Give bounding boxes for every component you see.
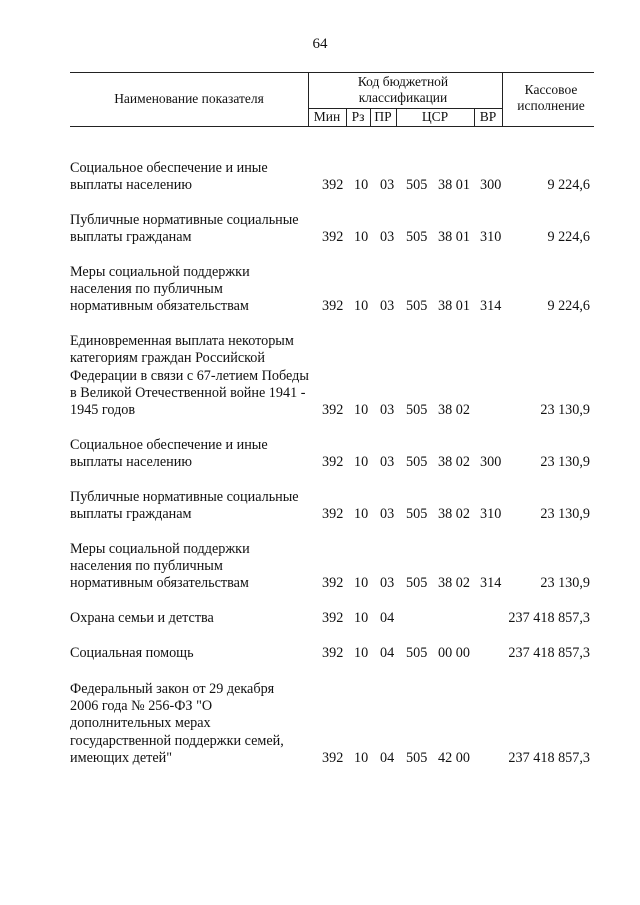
- code-vr: 300: [480, 177, 502, 194]
- header-amount-column: Кассовое исполнение: [517, 82, 585, 113]
- code-pr: 03: [380, 454, 395, 471]
- table-row: [70, 645, 594, 662]
- table-row: [70, 333, 594, 420]
- code-rz: 10: [354, 506, 369, 523]
- code-csr-program: 505: [406, 575, 428, 592]
- row-amount: 23 130,9: [540, 402, 590, 419]
- code-csr-item: 38 01: [438, 298, 470, 315]
- row-amount: 23 130,9: [540, 454, 590, 471]
- row-amount: 9 224,6: [547, 229, 590, 246]
- code-vr: 300: [480, 454, 502, 471]
- row-name: Социальная помощь: [70, 645, 194, 662]
- table-header: [70, 72, 594, 126]
- code-rz: 10: [354, 575, 369, 592]
- code-pr: 03: [380, 575, 395, 592]
- row-amount: 9 224,6: [547, 177, 590, 194]
- row-name: Меры социальной поддержки населения по публичным нормативным обязательствам: [70, 540, 250, 592]
- code-rz: 10: [354, 609, 369, 626]
- code-min: 392: [322, 609, 344, 626]
- table-row: [70, 160, 594, 195]
- code-rz: 10: [354, 750, 369, 767]
- code-pr: 03: [380, 298, 395, 315]
- code-csr-item: 38 02: [438, 575, 470, 592]
- row-amount: 23 130,9: [540, 575, 590, 592]
- row-name: Единовременная выплата некоторым категориям граждан Российской Федерации в связи с 67-летием Победы в Великой Отечественной войне 1941 - 1945 годов: [70, 332, 309, 419]
- row-name: Публичные нормативные социальные выплаты гражданам: [70, 488, 299, 523]
- code-pr: 04: [380, 609, 395, 626]
- row-amount: 237 418 857,3: [508, 609, 590, 626]
- header-code-min: Мин: [313, 109, 341, 124]
- code-rz: 10: [354, 298, 369, 315]
- code-min: 392: [322, 454, 344, 471]
- code-csr-item: 38 02: [438, 402, 470, 419]
- row-name: Меры социальной поддержки населения по публичным нормативным обязательствам: [70, 263, 250, 315]
- code-csr-program: 505: [406, 402, 428, 419]
- table-row: [70, 610, 594, 627]
- code-csr-program: 505: [406, 229, 428, 246]
- header-code-vr: ВР: [479, 109, 497, 124]
- row-amount: 237 418 857,3: [508, 645, 590, 662]
- code-min: 392: [322, 402, 344, 419]
- code-rz: 10: [354, 645, 369, 662]
- row-amount: 23 130,9: [540, 506, 590, 523]
- row-name: Социальное обеспечение и иные выплаты населению: [70, 160, 268, 194]
- code-csr-item: 38 01: [438, 177, 470, 194]
- code-csr-item: 38 02: [438, 506, 470, 523]
- code-vr: 314: [480, 298, 502, 315]
- code-csr-program: 505: [406, 645, 428, 662]
- header-bottom-line: [70, 126, 594, 127]
- header-top-line: [70, 72, 594, 73]
- code-min: 392: [322, 177, 344, 194]
- table-row: [70, 681, 594, 768]
- code-pr: 04: [380, 645, 395, 662]
- code-pr: 03: [380, 229, 395, 246]
- code-vr: 314: [480, 575, 502, 592]
- table-row: [70, 437, 594, 472]
- code-rz: 10: [354, 177, 369, 194]
- code-csr-item: 00 00: [438, 645, 470, 662]
- code-pr: 03: [380, 506, 395, 523]
- header-divider: [502, 72, 503, 126]
- header-name-column: Наименование показателя: [114, 91, 264, 106]
- table-row: [70, 212, 594, 247]
- code-min: 392: [322, 575, 344, 592]
- row-name: Охрана семьи и детства: [70, 609, 214, 626]
- page-number: 64: [312, 36, 328, 52]
- code-pr: 04: [380, 750, 395, 767]
- table-row: [70, 541, 594, 593]
- code-csr-item: 42 00: [438, 750, 470, 767]
- row-name: Публичные нормативные социальные выплаты гражданам: [70, 211, 299, 246]
- code-vr: 310: [480, 506, 502, 523]
- header-code-rz: Рз: [351, 109, 365, 124]
- header-code-csr: ЦСР: [421, 109, 449, 124]
- code-csr-program: 505: [406, 506, 428, 523]
- header-code-pr: ПР: [374, 109, 392, 124]
- row-amount: 237 418 857,3: [508, 750, 590, 767]
- code-vr: 310: [480, 229, 502, 246]
- code-min: 392: [322, 506, 344, 523]
- code-csr-program: 505: [406, 454, 428, 471]
- table-body: [70, 160, 594, 785]
- code-csr-item: 38 02: [438, 454, 470, 471]
- row-amount: 9 224,6: [547, 298, 590, 315]
- code-min: 392: [322, 298, 344, 315]
- code-min: 392: [322, 645, 344, 662]
- code-csr-program: 505: [406, 177, 428, 194]
- header-code-group: Код бюджетной классификации: [357, 74, 449, 105]
- table-row: [70, 489, 594, 524]
- code-rz: 10: [354, 402, 369, 419]
- row-name: Федеральный закон от 29 декабря 2006 года № 256-ФЗ "О дополнительных мерах государственной поддержки семей, имеющих детей": [70, 680, 284, 767]
- table-row: [70, 264, 594, 316]
- code-csr-program: 505: [406, 750, 428, 767]
- code-min: 392: [322, 229, 344, 246]
- code-rz: 10: [354, 454, 369, 471]
- code-min: 392: [322, 750, 344, 767]
- code-csr-item: 38 01: [438, 229, 470, 246]
- code-pr: 03: [380, 402, 395, 419]
- row-name: Социальное обеспечение и иные выплаты населению: [70, 436, 268, 471]
- code-rz: 10: [354, 229, 369, 246]
- code-pr: 03: [380, 177, 395, 194]
- code-csr-program: 505: [406, 298, 428, 315]
